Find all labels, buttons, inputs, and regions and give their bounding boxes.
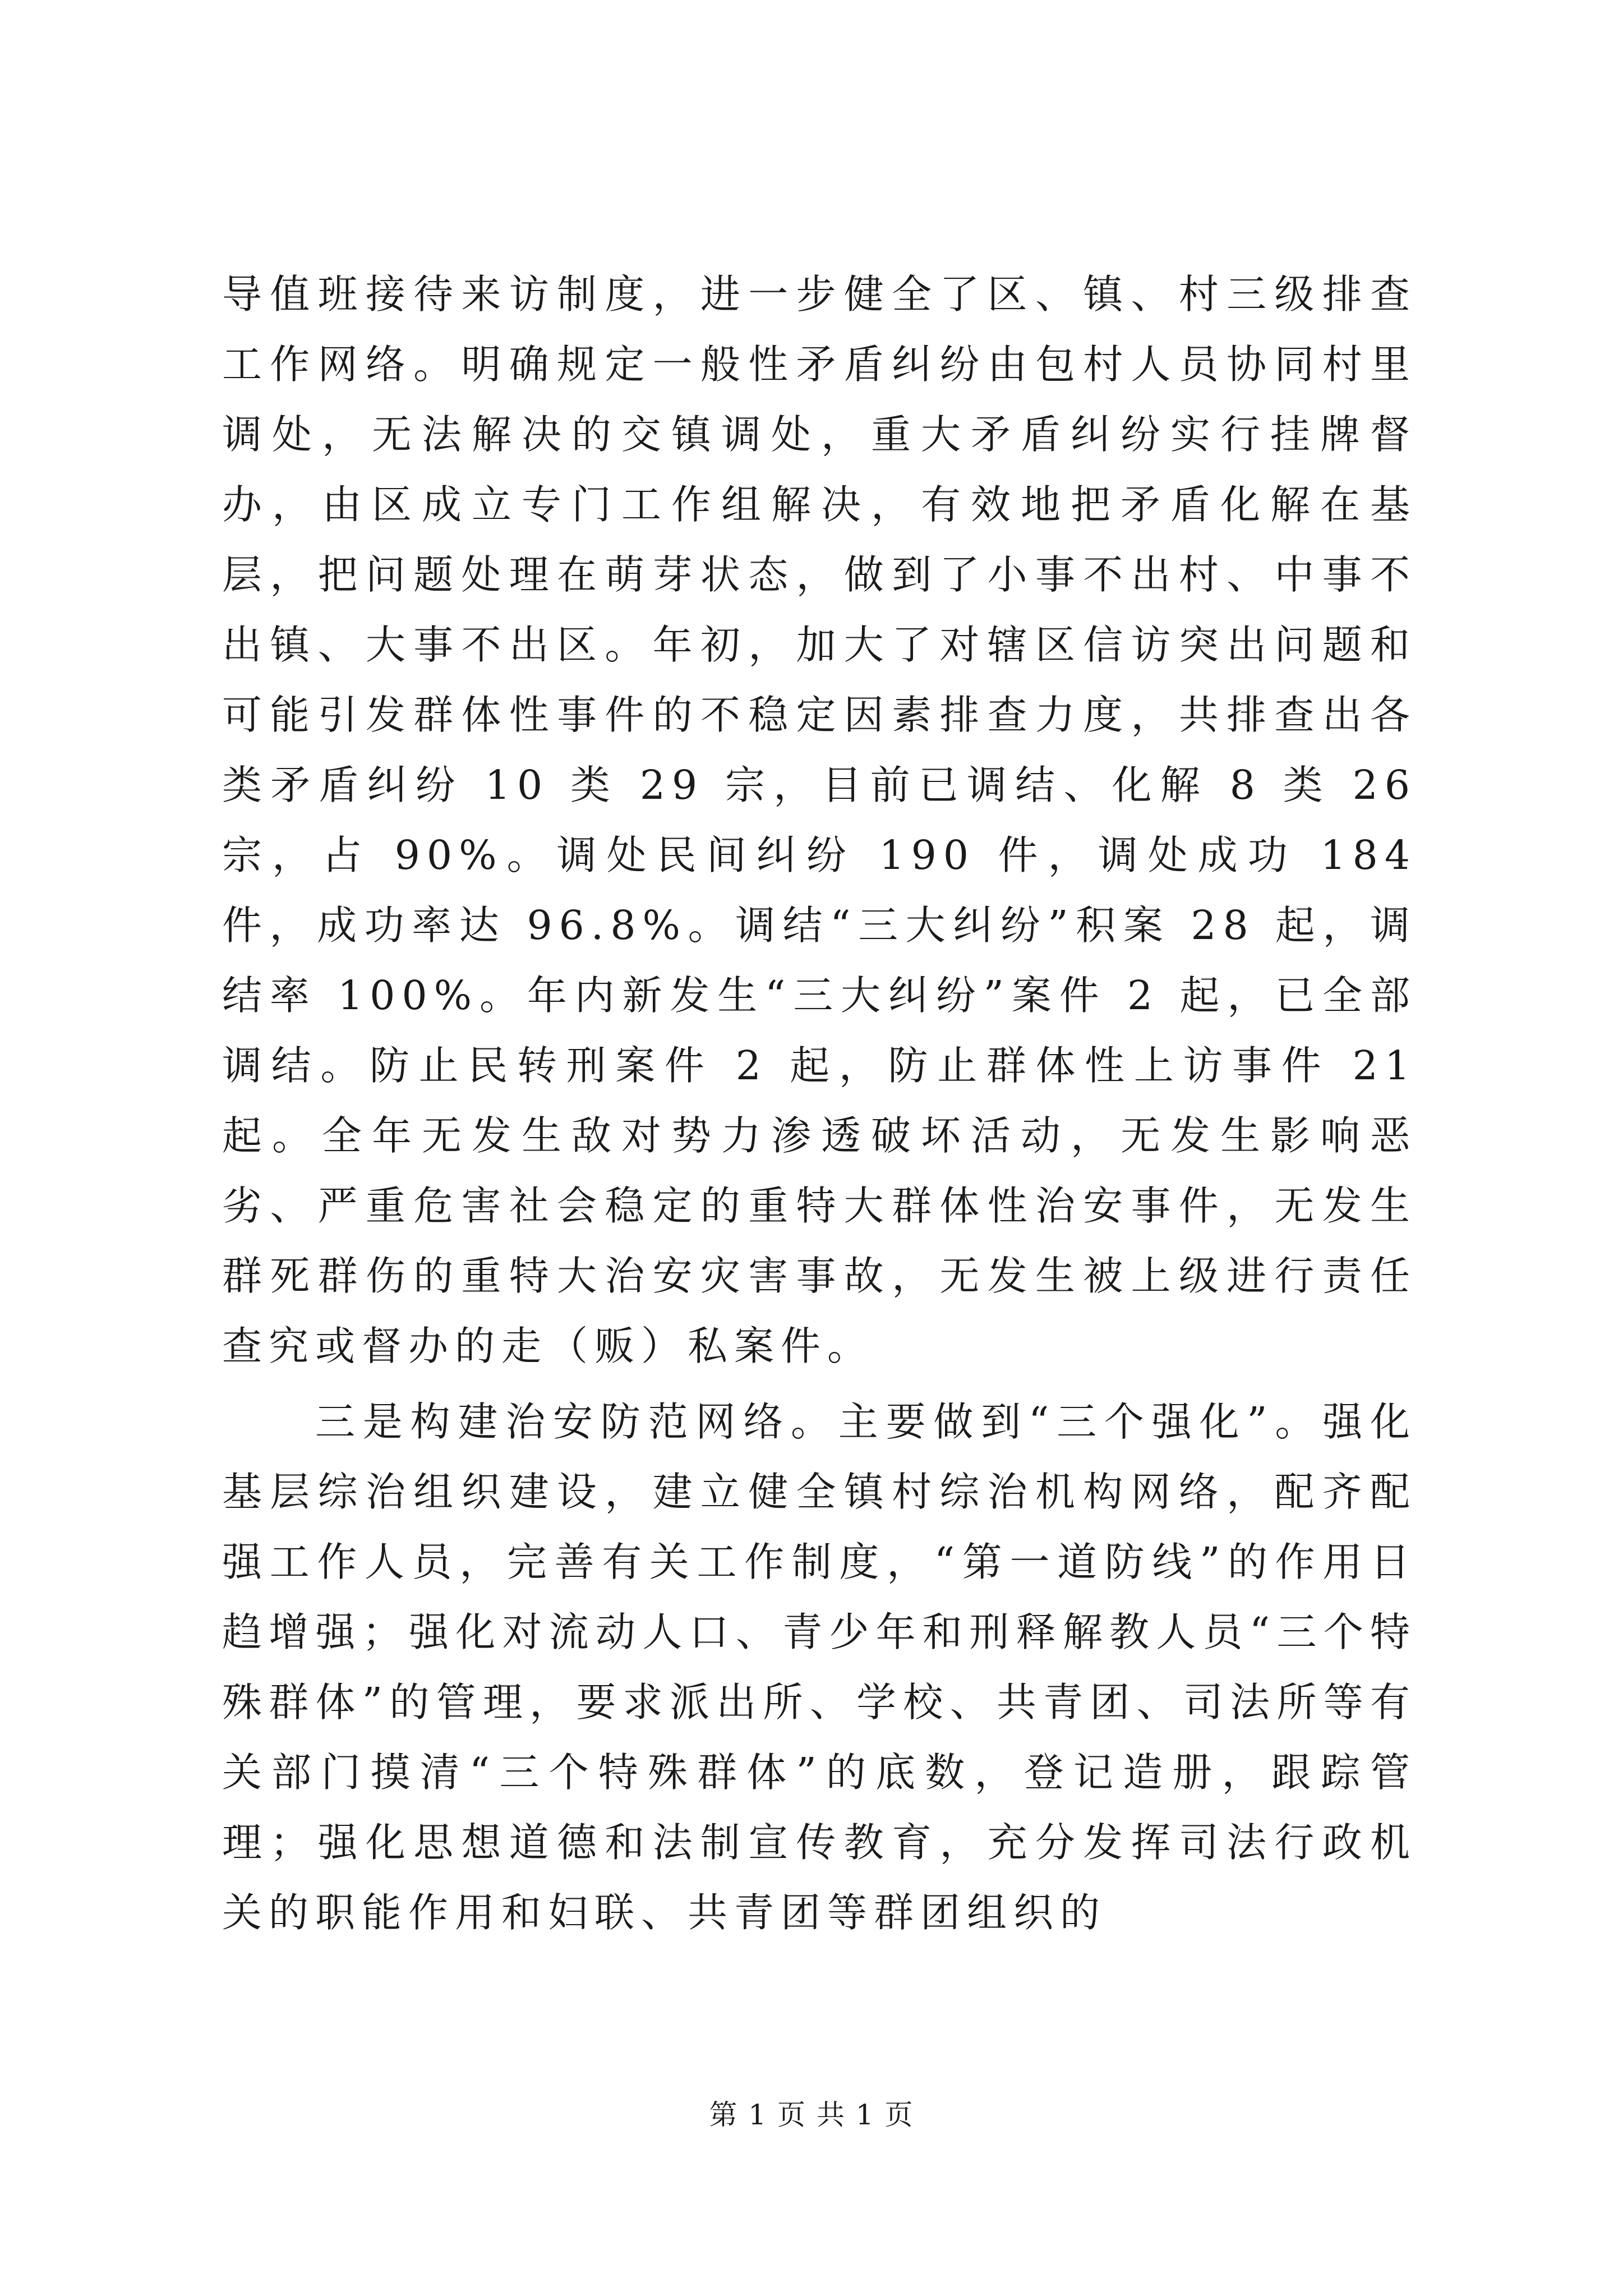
page-footer: 第 1 页 共 1 页 [709, 2099, 914, 2131]
document-body [222, 259, 1417, 1948]
paragraph-2: 三是构建治安防范网络。主要做到“三个强化”。强化基层综治组织建设，建立健全镇村综治机构网络，配齐配强工作人员，完善有关工作制度，“第一道防线”的作用日趋增强；强化对流动人口、青少年和刑释解教人员“三个特殊群体”的管理，要求派出所、学校、共青团、司法所等有关部门摸清“三个特殊群体”的底数，登记造册，跟踪管理；强化思想道德和法制宣传教育，充分发挥司法行政机关的职能作用和妇联、共青团等群团组织的 [222, 1398, 1417, 1936]
paragraph-1: 导值班接待来访制度，进一步健全了区、镇、村三级排查工作网络。明确规定一般性矛盾纠纷由包村人员协同村里调处，无法解决的交镇调处，重大矛盾纠纷实行挂牌督办，由区成立专门工作组解决，有效地把矛盾化解在基层，把问题处理在萌芽状态，做到了小事不出村、中事不出镇、大事不出区。年初，加大了对辖区信访突出问题和可能引发群体性事件的不稳定因素排查力度，共排查出各类矛盾纠纷 10 类 29 宗，目前已调结、化解 8 类 26 宗，占 90%。调处民间纠纷 190 件，调处成功 184 件，成功率达 96.8%。调结“三大纠纷”积案 28 起，调结率 100%。年内新发生“三大纠纷”案件 2 起，已全部调结。防止民转刑案件 2 起，防止群体性上访事件 21 起。全年无发生敌对势力渗透破坏活动，无发生影响恶劣、严重危害社会稳定的重特大群体性治安事件，无发生群死群伤的重特大治安灾害事故，无发生被上级进行责任查究或督办的走（贩）私案件。 [222, 271, 1417, 1369]
